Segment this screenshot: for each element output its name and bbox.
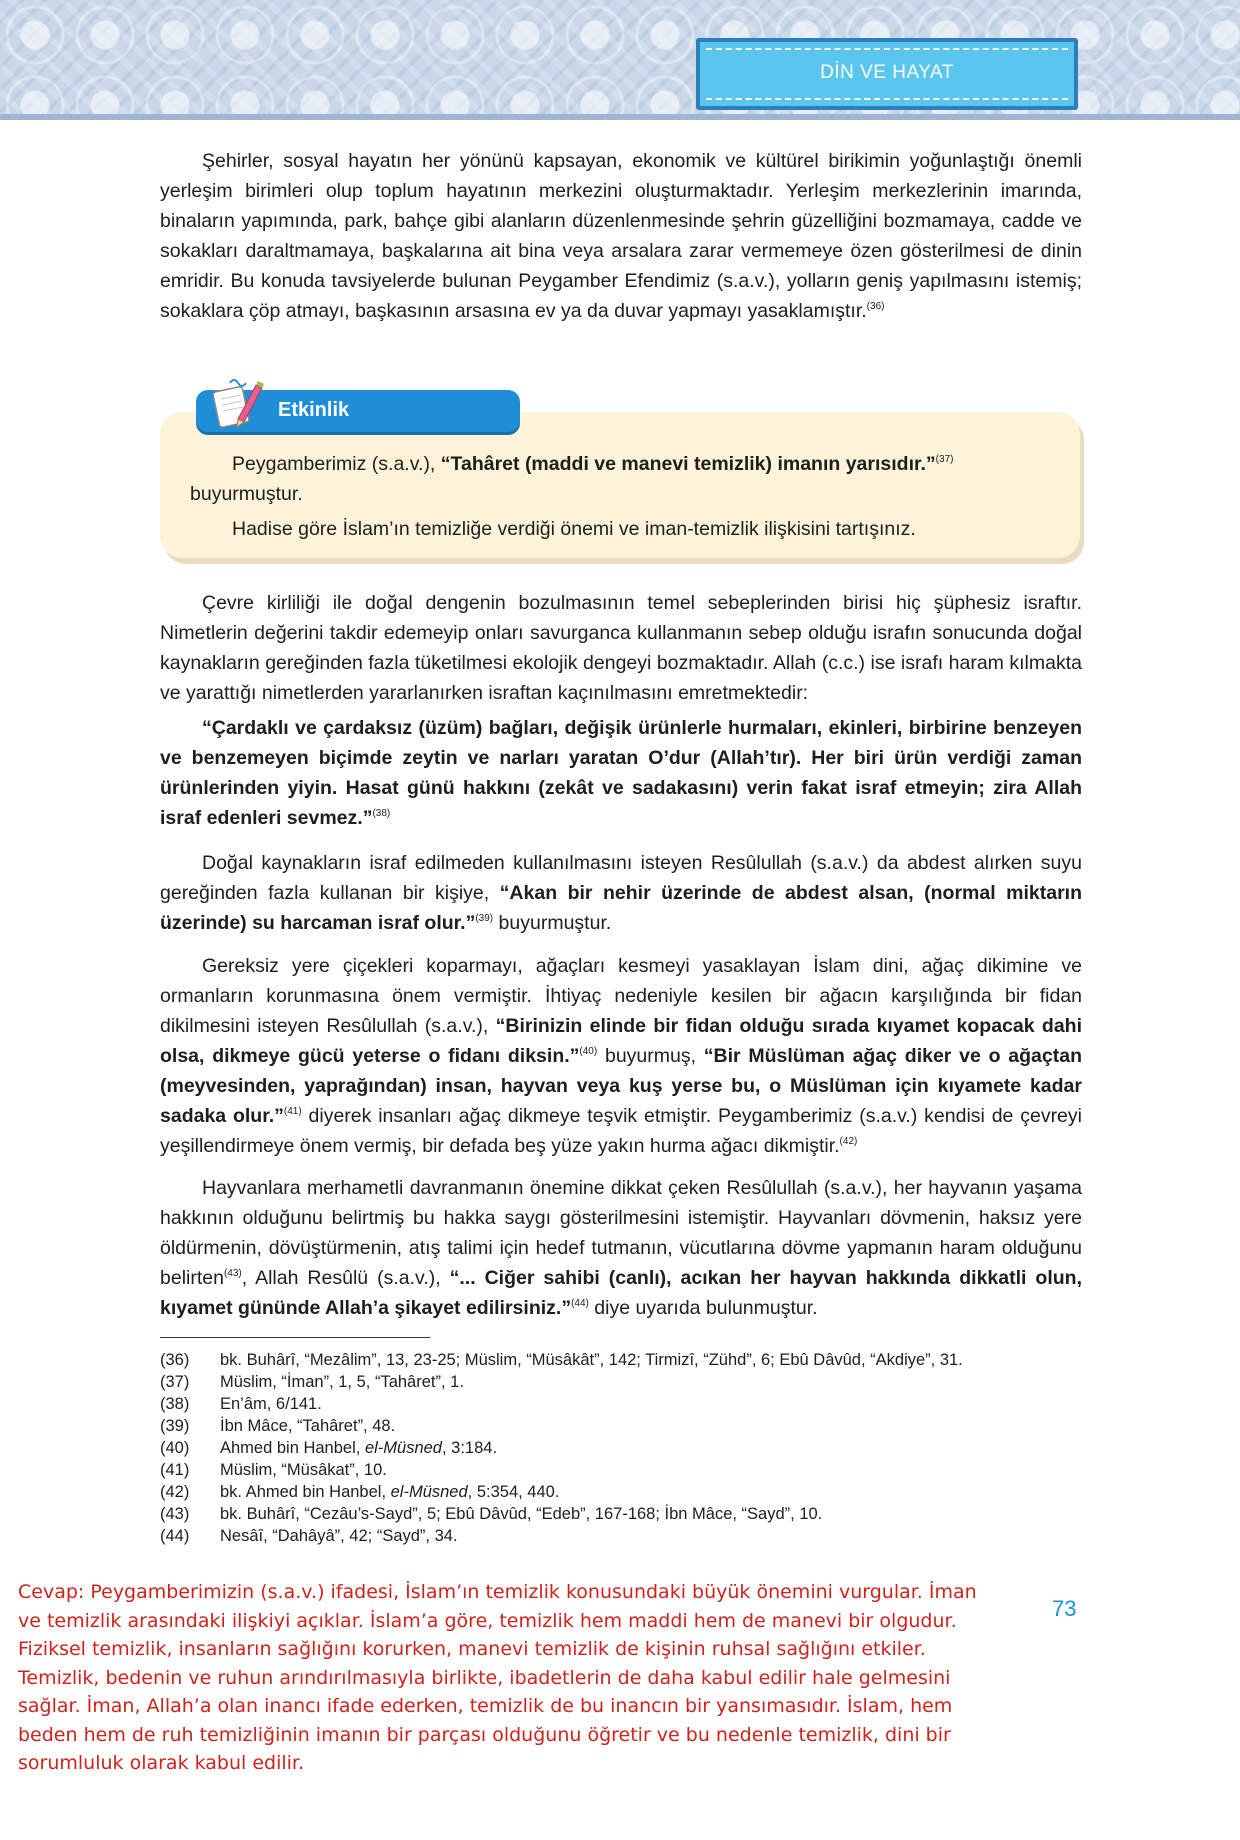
- header-dash-top: [706, 48, 1068, 50]
- footnote-book-title: el-Müsned: [390, 1483, 468, 1501]
- etkinlik-line2: Hadise göre İslam’ın temizliğe verdiği önemi ve iman-temizlik ilişkisini tartışınız.: [232, 518, 916, 540]
- etkinlik-line1: [190, 449, 1050, 509]
- ref-40: (40): [579, 1046, 598, 1057]
- footnote-text-pre: bk. Ahmed bin Hanbel,: [220, 1483, 391, 1501]
- ref-42: (42): [839, 1136, 858, 1147]
- etkinlik-hadith-quote: “Tahâret (maddi ve manevi temizlik) imanın yarısıdır.”: [440, 453, 936, 475]
- paragraph-agac: [160, 951, 1082, 1161]
- paragraph-abdest-post: buyurmuştur.: [493, 912, 612, 934]
- ref-43: (43): [223, 1268, 242, 1279]
- paragraph-hayvan-pre: Hayvanlara merhametli davranmanın önemine dikkat çeken Resûlullah (s.a.v.), her hayvanın yaşama hakkının olduğunu belirtmiş bu hakka saygı gösterilmesini istemiştir. Hayvanları dövmenin, haksız yere öldürmenin, dövüştürmenin, atış talimi için hedef tutmanın, vücutlarına dövme yapmanın haram olduğunu belirten: [160, 1177, 1082, 1289]
- ref-41: (41): [283, 1106, 302, 1117]
- hayvan-quote: “... Ciğer sahibi (canlı), acıkan her hayvan hakkında dikkatli olun, kıyamet gününde Allah’a şikayet edilirsiniz.”: [160, 1267, 1082, 1319]
- footnote-text: En’âm, 6/141.: [220, 1395, 322, 1413]
- footnote-text: bk. Buhârî, “Mezâlim”, 13, 23-25; Müslim, “Müsâkât”, 142; Tirmizî, “Zühd”, 6; Ebû Dâvûd, “Akdiye”, 31.: [220, 1351, 963, 1369]
- header-dash-bottom: [706, 98, 1068, 100]
- page-number: 73: [1052, 1596, 1077, 1621]
- footnote-num: (40): [160, 1439, 190, 1457]
- footnote-text: İbn Mâce, “Tahâret”, 48.: [220, 1417, 396, 1435]
- paragraph-israf: Çevre kirliliği ile doğal dengenin bozulmasının temel sebeplerinden birisi hiç şüphesiz israftır. Nimetlerin değerini takdir edemeyip onları savurganca kullanmanın sebep olduğu israfın sonucunda doğal kaynakların gereğinden fazla tüketilmesi ekolojik dengeyi bozmaktadır. Allah (c.c.) ise israfı haram kılmakta ve yarattığı nimetlerden yararlanırken israftan kaçınılmasını emretmektedir:: [160, 592, 1082, 704]
- footnote-text-pre: Ahmed bin Hanbel,: [220, 1439, 365, 1457]
- footnote-text: [220, 1437, 497, 1460]
- notepad-pencil-icon: [210, 375, 266, 431]
- paragraph-agac-mid: buyurmuş,: [597, 1045, 704, 1067]
- footnote-text: Müslim, “Müsâkat”, 10.: [220, 1461, 387, 1479]
- paragraph-hayvan-post: diye uyarıda bulunmuştur.: [588, 1297, 818, 1319]
- footnote-num: (36): [160, 1351, 190, 1369]
- footnote-num: (44): [160, 1527, 190, 1545]
- footnote-divider: [160, 1337, 430, 1338]
- etkinlik-title: Etkinlik: [278, 399, 350, 421]
- ref-39: (39): [475, 913, 494, 924]
- paragraph-hayvan-mid: , Allah Resûlü (s.a.v.),: [241, 1267, 450, 1289]
- footnote-num: (42): [160, 1483, 190, 1501]
- footnote-text-post: , 5:354, 440.: [467, 1483, 560, 1501]
- paragraph-agac-post: diyerek insanları ağaç dikmeye teşvik etmiştir. Peygamberimiz (s.a.v.) kendisi de çevreyi yeşillendirmeye önem vermiş, bir defada beş yüze yakın hurma ağacı dikmiştir.: [160, 1105, 1082, 1157]
- ref-37: (37): [935, 454, 954, 465]
- footnote-text: bk. Buhârî, “Cezâu’s-Sayd”, 5; Ebû Dâvûd, “Edeb”, 167-168; İbn Mâce, “Sayd”, 10.: [220, 1505, 823, 1523]
- paragraph-cities: [160, 146, 1082, 326]
- abdest-quote: “Akan bir nehir üzerinde de abdest alsan, (normal miktarın üzerinde) su harcaman israf olur.”: [160, 882, 1082, 934]
- paragraph-abdest: [160, 848, 1082, 938]
- etkinlik-line1-post: buyurmuştur.: [190, 483, 303, 505]
- header-band-border: [0, 114, 1240, 120]
- paragraph-ayet-quote: [160, 713, 1082, 833]
- paragraph-hayvan: [160, 1173, 1082, 1323]
- footnote-book-title: el-Müsned: [364, 1439, 442, 1457]
- footnote-text: Müslim, “İman”, 1, 5, “Tahâret”, 1.: [220, 1373, 464, 1391]
- footnote-num: (37): [160, 1373, 190, 1391]
- ref-38: (38): [372, 808, 391, 819]
- footnote-text: Nesâî, “Dahâyâ”, 42; “Sayd”, 34.: [220, 1527, 458, 1545]
- fidan-quote: “Birinizin elinde bir fidan olduğu sırada kıyamet kopacak dahi olsa, dikmeye gücü yeterse o fidanı diksin.”: [160, 1015, 1082, 1067]
- footnote-text-post: , 3:184.: [441, 1439, 498, 1457]
- footnote-num: (43): [160, 1505, 190, 1523]
- footnote-num: (39): [160, 1417, 190, 1435]
- ref-36: (36): [866, 301, 885, 312]
- ayet-quote-text: “Çardaklı ve çardaksız (üzüm) bağları, değişik ürünlerle hurmaları, ekinleri, birbirine benzeyen ve benzemeyen biçimde zeytin ve narları yaratan O’dur (Allah’tır). Her biri ürün verdiği zaman ürünlerinden yiyin. Hasat günü hakkını (zekât ve sadakasını) verin fakat israf etmeyin; zira Allah israf edenleri sevmez.”: [160, 717, 1082, 829]
- paragraph-agac-pre: Gereksiz yere çiçekleri koparmayı, ağaçları kesmeyi yasaklayan İslam dini, ağaç dikimine ve ormanların korunmasına önem vermiştir. İhtiyaç nedeniyle kesilen bir ağacın karşılığında bir fidan dikilmesini isteyen Resûlullah (s.a.v.),: [160, 955, 1082, 1037]
- handwritten-style-answer: Cevap: Peygamberimizin (s.a.v.) ifadesi, İslam’ın temizlik konusundaki büyük önemini vurgular. İman ve temizlik arasındaki ilişkiyi açıklar. İslam’a göre, temizlik hem maddi hem de manevi bir olgudur. Fiziksel temizlik, insanların sağlığını korurken, manevi temizlik de kişinin ruhsal sağlığını etkiler. Temizlik, bedenin ve ruhun arındırılmasıyla birlikte, ibadetlerin de daha kabul edilir hale gelmesini sağlar. İman, Allah’a olan inancı ifade ederken, temizlik de bu inancın bir yansımasıdır. İslam, hem beden hem de ruh temizliğinin imanın bir parçası olduğunu öğretir ve bu nedenle temizlik, dini bir sorumluluk olarak kabul edilir.: [18, 1581, 977, 1774]
- footnote-text: [220, 1481, 559, 1504]
- sadaka-quote: “Bir Müslüman ağaç diker ve o ağaçtan (meyvesinden, yaprağından) insan, hayvan veya kuş yerse bu, o Müslüman için kıyamete kadar sadaka olur.”: [160, 1045, 1082, 1127]
- header-title: DİN VE HAYAT: [820, 62, 954, 83]
- paragraph-abdest-pre: Doğal kaynakların israf edilmeden kullanılmasını isteyen Resûlullah (s.a.v.) da abdest alırken suyu gereğinden fazla kullanan bir kişiye,: [160, 852, 1082, 904]
- ref-44: (44): [571, 1298, 589, 1309]
- paragraph-cities-text: Şehirler, sosyal hayatın her yönünü kapsayan, ekonomik ve kültürel birikimin yoğunlaştığı önemli yerleşim birimleri olup toplum hayatının merkezini oluşturmaktadır. Yerleşim merkezlerinin imarında, binaların yapımında, park, bahçe gibi alanların düzenlenmesinde şehrin güzelliğini bozmamaya, cadde ve sokakları daraltmamaya, başkalarına ait bina veya arsalara zarar vermemeye özen gösterilmesi de dinin emridir. Bu konuda tavsiyelerde bulunan Peygamber Efendimiz (s.a.v.), yolların geniş yapılmasını istemiş; sokaklara çöp atmayı, başkasının arsasına ev ya da duvar yapmayı yasaklamıştır.: [160, 150, 1082, 322]
- etkinlik-line1-pre: Peygamberimiz (s.a.v.),: [232, 453, 441, 475]
- footnote-num: (41): [160, 1461, 190, 1479]
- header-title-tab: [696, 38, 1078, 110]
- footnote-num: (38): [160, 1395, 190, 1413]
